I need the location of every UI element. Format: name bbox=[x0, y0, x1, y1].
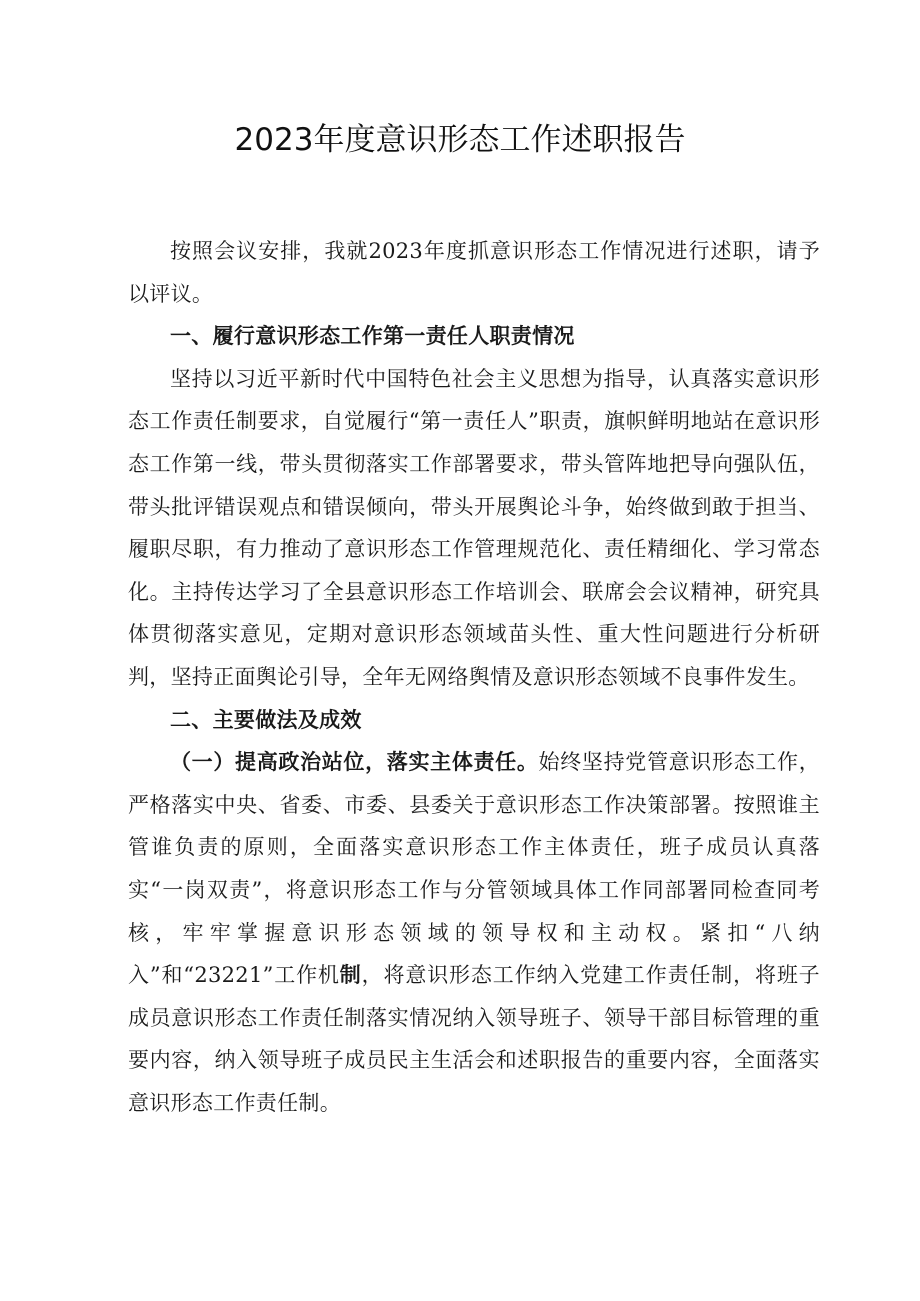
document-body bbox=[128, 230, 820, 1124]
section2-sub1-paragraph bbox=[128, 741, 820, 1124]
intro-paragraph: 按照会议安排，我就2023年度抓意识形态工作情况进行述职，请予以评议。 bbox=[128, 239, 820, 306]
section1-heading: 一、履行意识形态工作第一责任人职责情况 bbox=[170, 323, 575, 349]
section2-sub1-lead: （一）提高政治站位，落实主体责任。 bbox=[170, 749, 539, 775]
section2-sub1-text-after: ，将意识形态工作纳入党建工作责任制，将班子成员意识形态工作责任制落实情况纳入领导班子、领导干部目标管理的重要内容，纳入领导班子成员民主生活会和述职报告的重要内容，全面落实意识形态工作责任制。 bbox=[128, 963, 820, 1115]
section2-sub1-bold-char: 制 bbox=[339, 962, 362, 988]
section2-heading: 二、主要做法及成效 bbox=[170, 706, 362, 732]
section2-sub1-text-before: 始终坚持党管意识形态工作，严格落实中央、省委、市委、县委关于意识形态工作决策部署。按照谁主管谁负责的原则，全面落实意识形态工作主体责任，班子成员认真落实“一岗双责”，将意识形态工作与分管领域具体工作同部署同检查同考核，牢牢掌握意识形态领域的领导权和主动权。紧扣“八纳入”和“23221”工作机 bbox=[128, 750, 820, 988]
document-title: 2023年度意识形态工作述职报告 bbox=[234, 122, 686, 158]
section1-paragraph: 坚持以习近平新时代中国特色社会主义思想为指导，认真落实意识形态工作责任制要求，自觉履行“第一责任人”职责，旗帜鲜明地站在意识形态工作第一线，带头贯彻落实工作部署要求，带头管阵地把导向强队伍，带头批评错误观点和错误倾向，带头开展舆论斗争，始终做到敢于担当、履职尽职，有力推动了意识形态工作管理规范化、责任精细化、学习常态化。主持传达学习了全县意识形态工作培训会、联席会会议精神，研究具体贯彻落实意见，定期对意识形态领域苗头性、重大性问题进行分析研判，坚持正面舆论引导，全年无网络舆情及意识形态领域不良事件发生。 bbox=[128, 366, 820, 689]
